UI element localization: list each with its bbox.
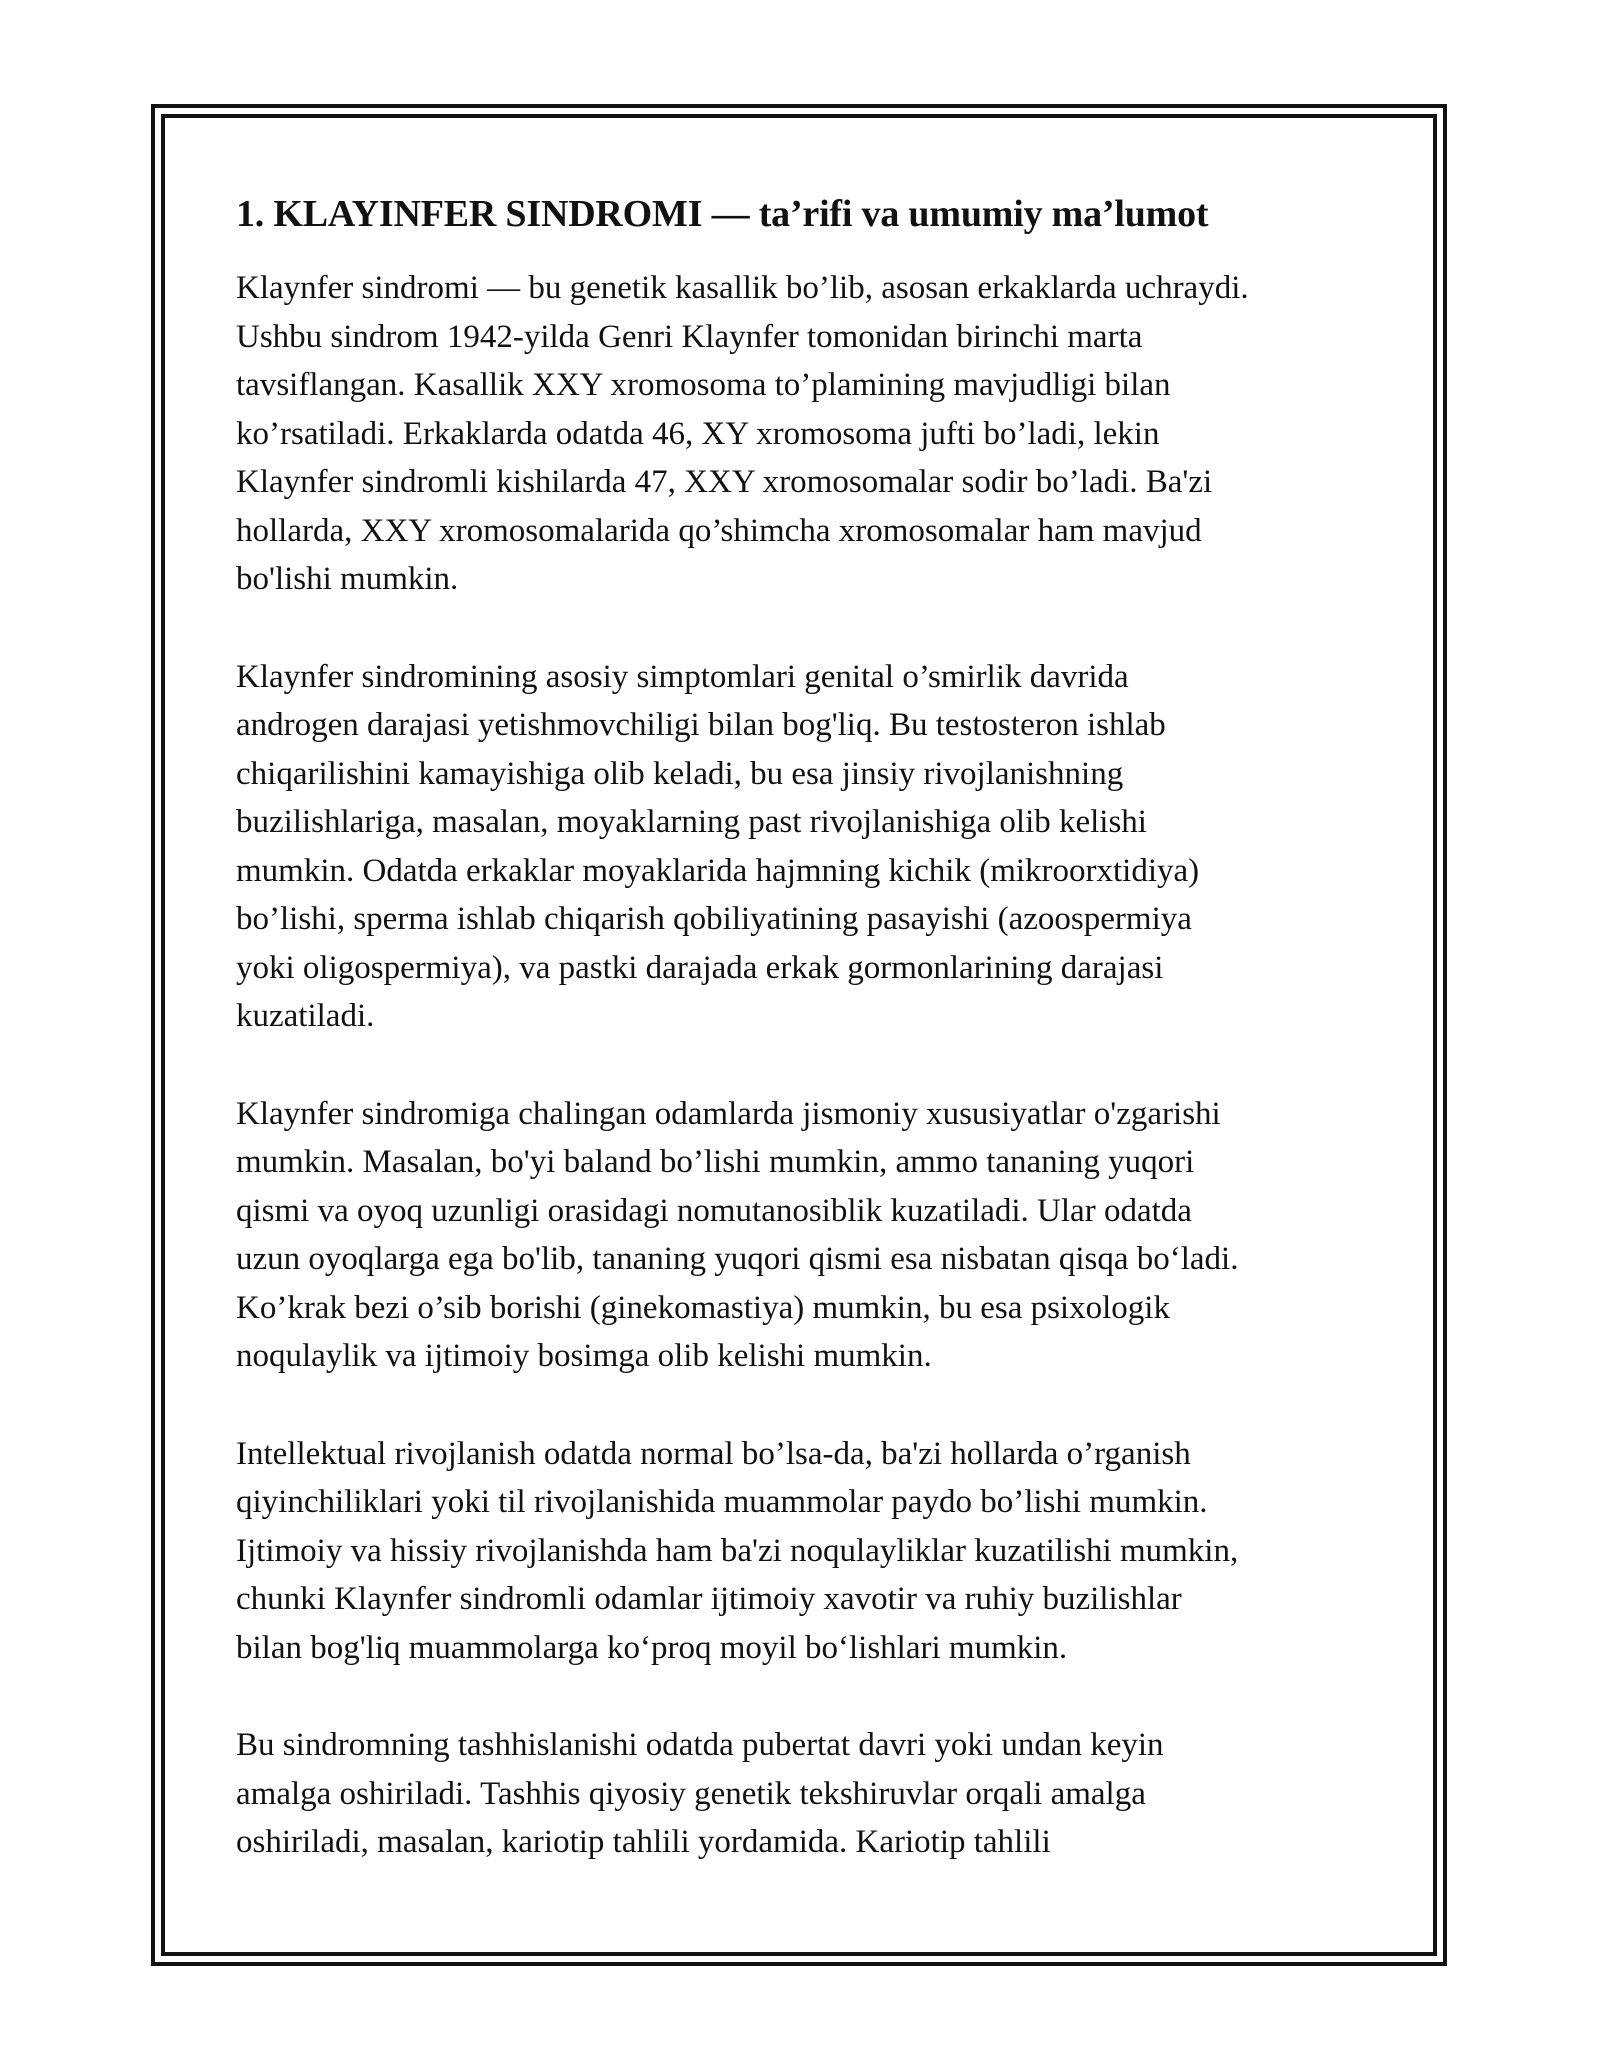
paragraph-line: yoki oligospermiya), va pastki darajada erkak gormonlarining darajasi: [236, 949, 1164, 986]
paragraph-line: amalga oshiriladi. Tashhis qiyosiy genetik tekshiruvlar orqali amalga: [236, 1775, 1146, 1812]
paragraph-line: Ijtimoiy va hissiy rivojlanishda ham ba'zi noqulayliklar kuzatilishi mumkin,: [236, 1532, 1239, 1569]
paragraph-line: Klaynfer sindromli kishilarda 47, XXY xromosomalar sodir bo’ladi. Ba'zi: [236, 464, 1213, 500]
paragraph-development: [236, 1430, 1376, 1673]
paragraph-line: tavsiflangan. Kasallik XXY xromosoma to’plamining mavjudligi bilan: [236, 367, 1171, 403]
paragraph-line: qiyinchiliklari yoki til rivojlanishida muammolar paydo bo’lishi mumkin.: [236, 1484, 1208, 1520]
paragraph-line: ko’rsatiladi. Erkaklarda odatda 46, XY xromosoma jufti bo’ladi, lekin: [236, 415, 1160, 452]
section-heading: 1. KLAYINFER SINDROMI — ta’rifi va umumiy ma’lumot: [236, 193, 1209, 235]
paragraph-line: qismi va oyoq uzunligi orasidagi nomutanosiblik kuzatiladi. Ular odatda: [236, 1192, 1192, 1229]
paragraph-line: bo’lishi, sperma ishlab chiqarish qobiliyatining pasayishi (azoospermiya: [236, 901, 1192, 937]
paragraph-line: kuzatiladi.: [236, 998, 375, 1034]
paragraph-line: Klaynfer sindromiga chalingan odamlarda jismoniy xususiyatlar o'zgarishi: [236, 1095, 1221, 1132]
paragraph-line: buzilishlariga, masalan, moyaklarning past rivojlanishiga olib kelishi: [236, 804, 1147, 840]
paragraph-line: Klaynfer sindromining asosiy simptomlari genital o’smirlik davrida: [236, 658, 1129, 695]
paragraph-line: bilan bog'liq muammolarga ko‘proq moyil bo‘lishlari mumkin.: [236, 1629, 1068, 1666]
paragraph-line: hollarda, XXY xromosomalarida qo’shimcha xromosomalar ham mavjud: [236, 512, 1202, 549]
paragraph-line: androgen darajasi yetishmovchiligi bilan bog'liq. Bu testosteron ishlab: [236, 707, 1166, 743]
paragraph-line: Bu sindromning tashhislanishi odatda pubertat davri yoki undan keyin: [236, 1727, 1164, 1763]
paragraph-symptoms: [236, 653, 1376, 1041]
paragraph-diagnosis: [236, 1721, 1376, 1867]
paragraph-line: uzun oyoqlarga ega bo'lib, tananing yuqori qismi esa nisbatan qisqa bo‘ladi.: [236, 1241, 1239, 1277]
paragraph-line: oshiriladi, masalan, kariotip tahlili yordamida. Kariotip tahlili: [236, 1824, 1051, 1860]
paragraph-line: Intellektual rivojlanish odatda normal bo’lsa-da, ba'zi hollarda o’rganish: [236, 1435, 1191, 1472]
paragraph-line: mumkin. Masalan, bo'yi baland bo’lishi mumkin, ammo tananing yuqori: [236, 1144, 1195, 1180]
paragraph-definition: [236, 264, 1376, 604]
paragraph-physical-traits: [236, 1090, 1376, 1381]
paragraph-line: chunki Klaynfer sindromli odamlar ijtimoiy xavotir va ruhiy buzilishlar: [236, 1581, 1182, 1617]
paragraph-line: Klaynfer sindromi — bu genetik kasallik bo’lib, asosan erkaklarda uchraydi.: [236, 270, 1249, 306]
paragraph-line: Ko’krak bezi o’sib borishi (ginekomastiya) mumkin, bu esa psixologik: [236, 1289, 1170, 1326]
paragraph-line: mumkin. Odatda erkaklar moyaklarida hajmning kichik (mikroorxtidiya): [236, 852, 1200, 889]
document-body: [236, 186, 1376, 1916]
paragraph-line: chiqarilishini kamayishiga olib keladi, bu esa jinsiy rivojlanishning: [236, 755, 1124, 792]
paragraph-line: bo'lishi mumkin.: [236, 561, 459, 597]
paragraph-line: Ushbu sindrom 1942-yilda Genri Klaynfer tomonidan birinchi marta: [236, 318, 1143, 355]
paragraph-line: noqulaylik va ijtimoiy bosimga olib kelishi mumkin.: [236, 1338, 932, 1374]
